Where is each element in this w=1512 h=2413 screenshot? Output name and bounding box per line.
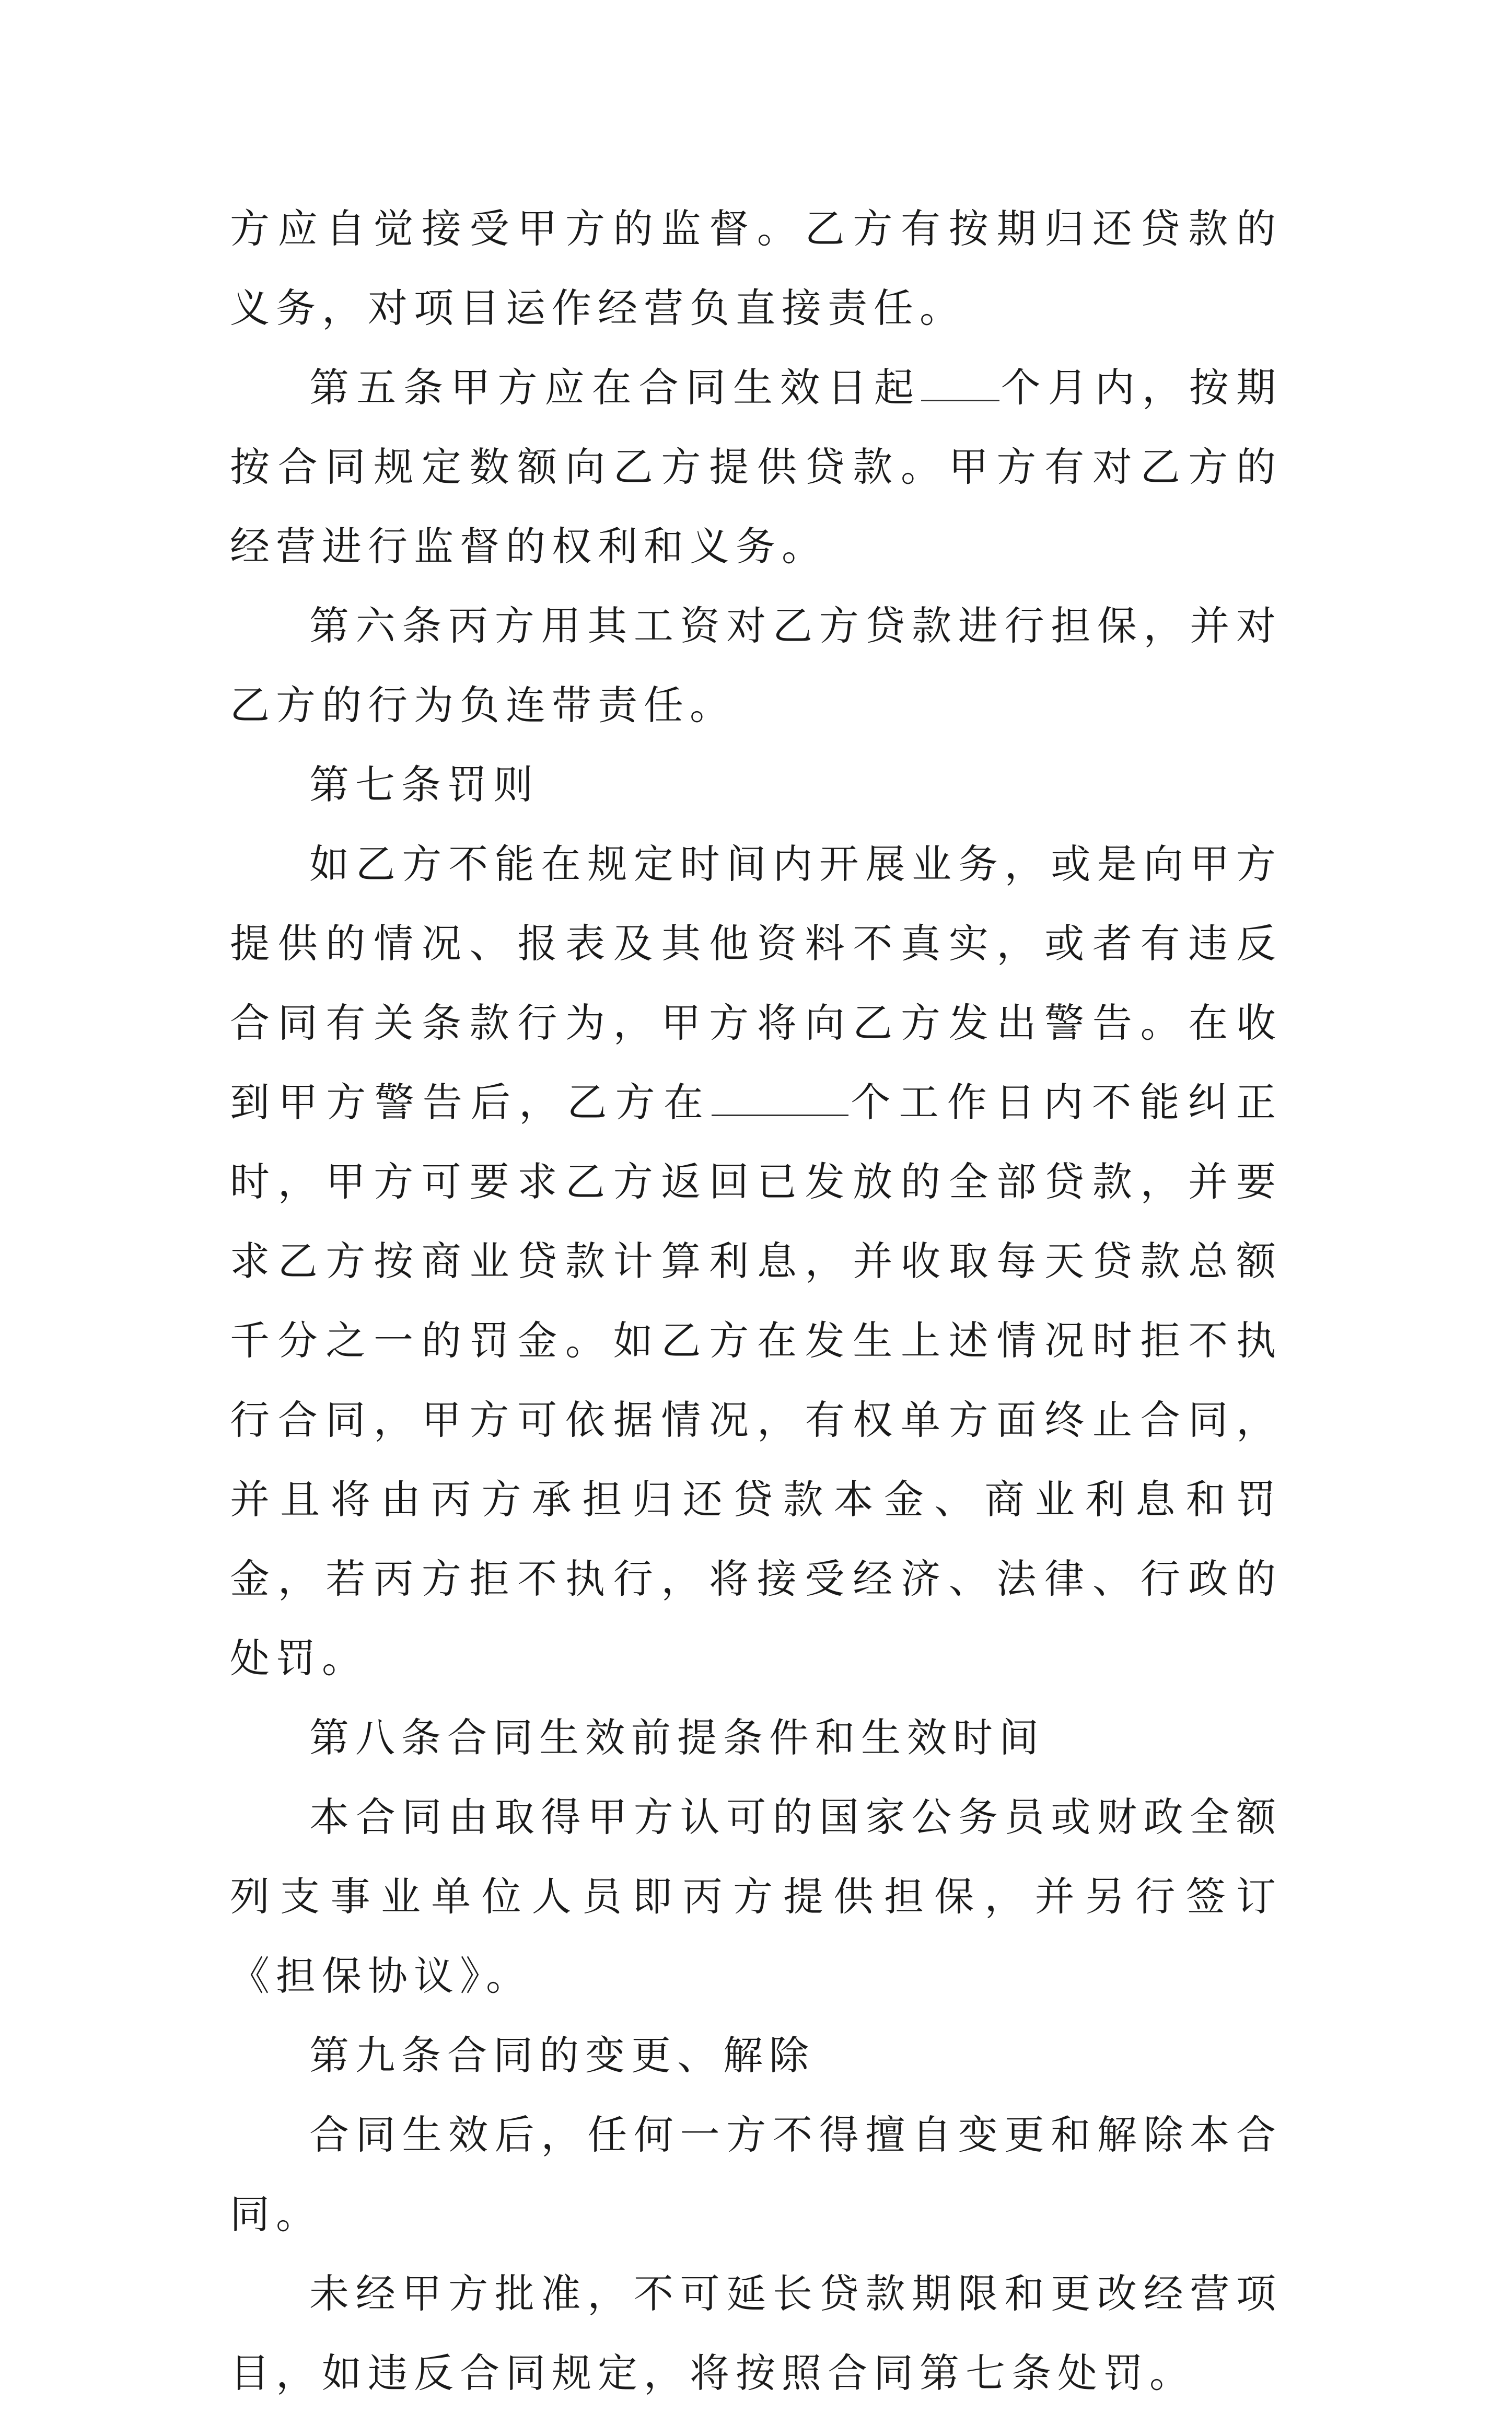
article-9-paragraph-2: 未经甲方批准，不可延长贷款期限和更改经营项目，如违反合同规定，将按照合同第七条处罚。	[230, 2270, 1282, 2396]
article-9-paragraph-1: 合同生效后，任何一方不得擅自变更和解除本合同。	[230, 2112, 1282, 2237]
paragraph-continuation: 方应自觉接受甲方的监督。乙方有按期归还贷款的义务，对项目运作经营负直接责任。	[230, 205, 1282, 331]
blank-workdays-field	[712, 1081, 848, 1116]
article-7-heading: 第七条罚则	[309, 761, 539, 808]
blank-months-field	[921, 366, 999, 401]
article-7-text-end: 个工作日内不能纠正时，甲方可要求乙方返回已发放的全部贷款，并要求乙方按商业贷款计算利息，并收取每天贷款总额千分之一的罚金。如乙方在发生上述情况时拒不执行合同，甲方可依据情况，有权单方面终止合同，并且将由丙方承担归还贷款本金、商业利息和罚金，若丙方拒不执行，将接受经济、法律、行政的处罚。	[230, 1079, 1283, 1681]
article-6-paragraph: 第六条丙方用其工资对乙方贷款进行担保，并对乙方的行为负连带责任。	[230, 602, 1282, 728]
article-7-text-start: 如乙方不能在规定时间内开展业务，或是向甲方提供的情况、报表及其他资料不真实，或者有违反合同有关条款行为，甲方将向乙方发出警告。在收到甲方警告后，乙方在	[230, 841, 1282, 1126]
article-9-heading: 第九条合同的变更、解除	[309, 2032, 815, 2079]
article-8-paragraph: 本合同由取得甲方认可的国家公务员或财政全额列支事业单位人员即丙方提供担保，并另行签订《担保协议》。	[230, 1794, 1282, 1999]
article-5-paragraph	[230, 348, 1282, 586]
article-7-paragraph	[230, 825, 1282, 1698]
article-5-text-start: 第五条甲方应在合同生效日起	[309, 364, 922, 411]
article-8-heading: 第八条合同生效前提条件和生效时间	[309, 1714, 1045, 1761]
article-5-text-end: 个月内，按期按合同规定数额向乙方提供贷款。甲方有对乙方的经营进行监督的权利和义务。	[230, 364, 1283, 570]
document-body	[230, 189, 1282, 2413]
